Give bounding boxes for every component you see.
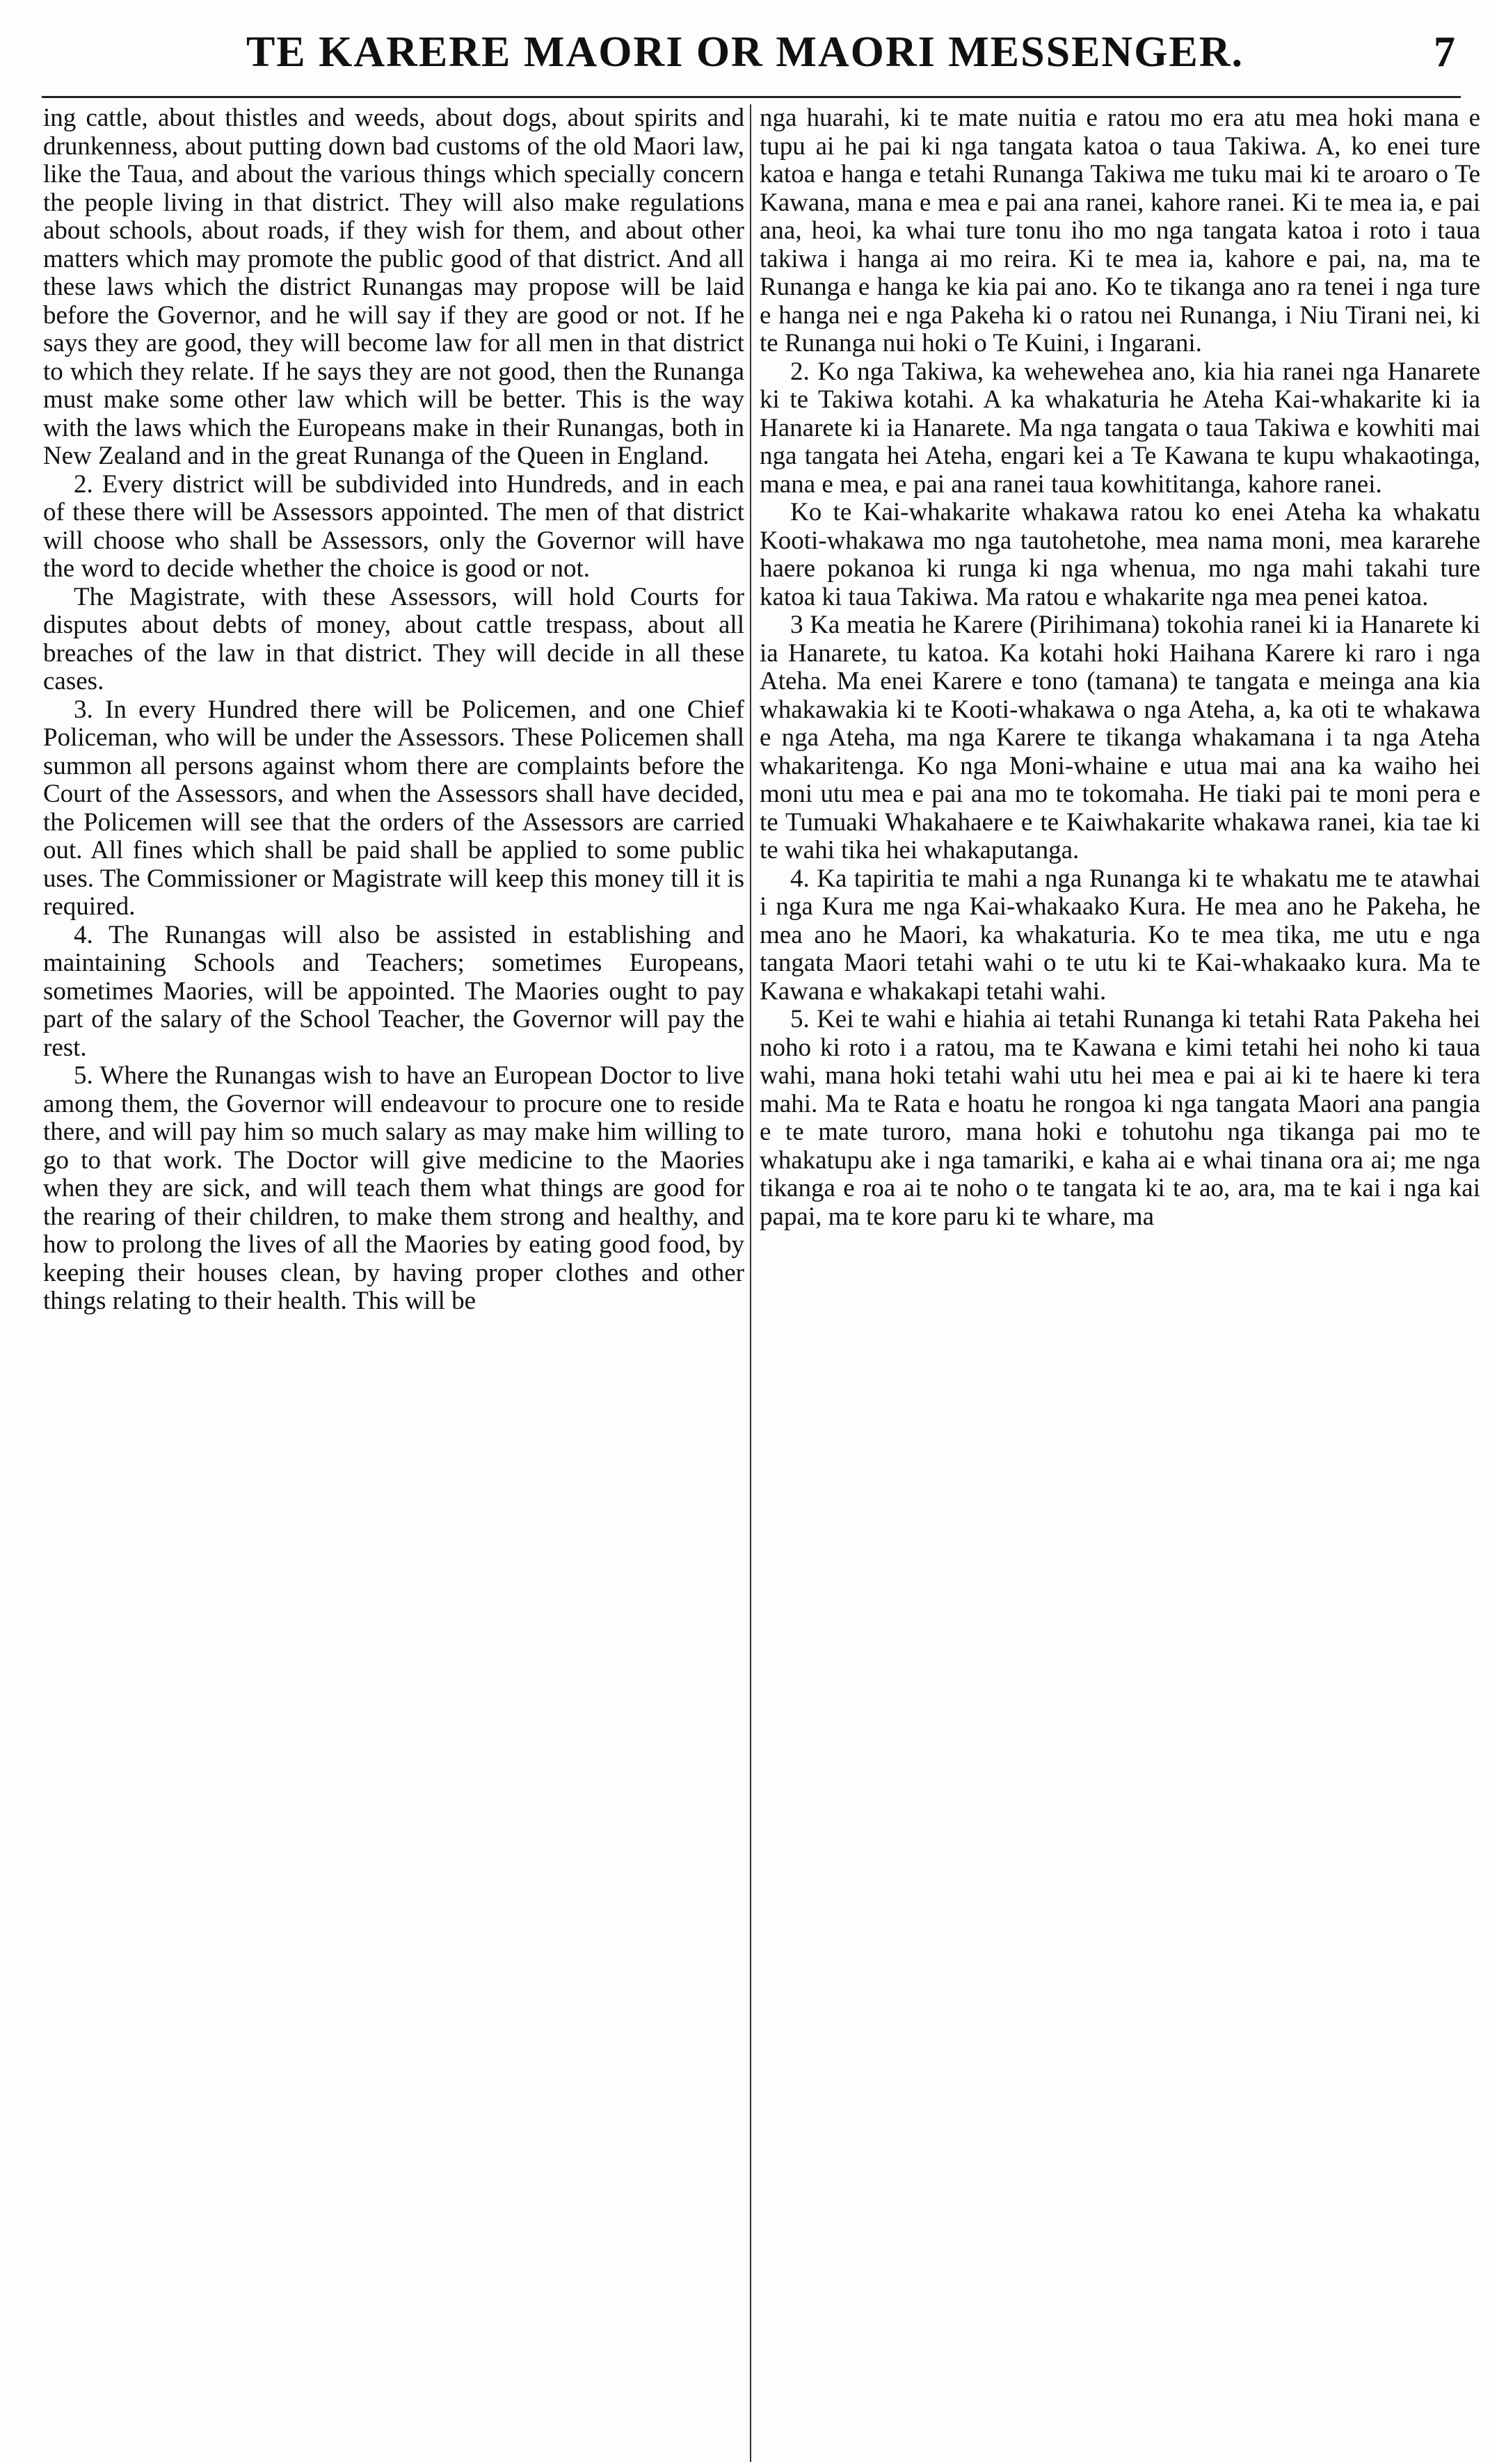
english-paragraph: The Magistrate, with these Assessors, will hold Courts for disputes about debts of money, about cattle trespass, about all breaches of the law in that district. They will decide in all these cases. bbox=[43, 582, 744, 695]
maori-paragraph: Ko te Kai-whakarite whakawa ratou ko enei Ateha ka whakatu Kooti-whakawa mo nga tautohetohe, mea nama moni, mea kararehe haere pokanoa ki runga ki nga whenua, mo nga mahi takahi ture katoa ki taua Takiwa. Ma ratou e whakarite nga mea penei katoa. bbox=[760, 498, 1480, 611]
maori-paragraph: 5. Kei te wahi e hiahia ai tetahi Runanga ki tetahi Rata Pakeha hei noho ki roto i a ratou, ma te Kawana e kimi tetahi hei noho ki taua wahi, mana hoki tetahi wahi utu hei mea e pai ai ki te haere ki tera mahi. Ma te Rata e hoatu he rongoa ki nga tangata Maori ana pangia e te mate turoro, mana hoki e tohutohu nga tikanga pai mo te whakatupu ake i nga tamariki, e kaha ai e whai tinana ora ai; me nga tikanga e roa ai te noho o te tangata ki te ao, ara, ma te kai i nga kai papai, ma te kore paru ki te whare, ma bbox=[760, 1005, 1480, 1231]
english-paragraph: 2. Every district will be subdivided into Hundreds, and in each of these there will be Assessors appointed. The men of that district will choose who shall be Assessors, only the Governor will have the word to decide whether the choice is good or not. bbox=[43, 469, 744, 583]
page-number: 7 bbox=[1434, 29, 1455, 76]
masthead bbox=[28, 28, 1462, 90]
english-paragraph: 4. The Runangas will also be assisted in establishing and maintaining Schools and Teachers; sometimes Europeans, sometimes Maories, will be appointed. The Maories ought to pay part of the salary of the School Teacher, the Governor will pay the rest. bbox=[43, 920, 744, 1062]
maori-paragraph: nga huarahi, ki te mate nuitia e ratou mo era atu mea hoki mana e tupu ai he pai ki nga tangata katoa o taua Takiwa. A, ko enei ture katoa e hanga e tetahi Runanga Takiwa me tuku mai ki te aroaro o Te Kawana, mana e mea e pai ana ranei, kahore ranei. Ki te mea ia, e pai ana, heoi, ka whai ture tonu iho mo nga tangata katoa i roto i taua takiwa i hanga ai mo reira. Ki te mea ia, kahore e pai, na, ma te Runanga e hanga ke kia pai ano. Ko te tikanga ano ra tenei i nga ture e hanga nei e nga Pakeha ki o ratou nei Runanga, i Niu Tirani nei, ki te Runanga nui hoki o Te Kuini, i Ingarani. bbox=[760, 104, 1480, 357]
english-paragraph: 5. Where the Runangas wish to have an European Doctor to live among them, the Governor will endeavour to procure one to reside there, and will pay him so much salary as may make him willing to go to that work. The Doctor will give medicine to the Maories when they are sick, and will teach them what things are good for the rearing of their children, to make them strong and healthy, and how to prolong the lives of all the Maories by eating good food, by keeping their houses clean, by having proper clothes and other things relating to their health. This will be bbox=[43, 1061, 744, 1315]
english-paragraph: 3. In every Hundred there will be Policemen, and one Chief Policeman, who will be under the Assessors. These Policemen shall summon all persons against whom there are complaints before the Court of the Assessors, and when the Assessors shall have decided, the Policemen will see that the orders of the Assessors are carried out. All fines which shall be paid shall be applied to some public uses. The Commissioner or Magistrate will keep this money till it is required. bbox=[43, 695, 744, 921]
header-rule bbox=[42, 96, 1461, 98]
column-divider bbox=[750, 104, 751, 2462]
english-paragraph: ing cattle, about thistles and weeds, about dogs, about spirits and drunkenness, about putting down bad customs of the old Maori law, like the Taua, and about the various things which specially concern the people living in that district. They will also make regulations about schools, about roads, if they wish for them, and about other matters which may promote the public good of that district. And all these laws which the district Runangas may propose will be laid before the Governor, and he will say if they are good or not. If he says they are good, they will become law for all men in that district to which they relate. If he says they are not good, then the Runanga must make some other law which will be better. This is the way with the laws which the Europeans make in their Runangas, both in New Zealand and in the great Runanga of the Queen in England. bbox=[43, 104, 744, 470]
maori-paragraph: 4. Ka tapiritia te mahi a nga Runanga ki te whakatu me te atawhai i nga Kura me nga Kai-whakaako Kura. He mea ano he Pakeha, he mea ano he Maori, ka whakaturia. Ko te mea tika, me utu e nga tangata Maori tetahi wahi o te utu ki te Kai-whakaako kura. Ma te Kawana e whakakapi tetahi wahi. bbox=[760, 864, 1480, 1006]
running-title: TE KARERE MAORI OR MAORI MESSENGER. bbox=[246, 29, 1244, 76]
english-column bbox=[43, 104, 744, 2448]
maori-paragraph: 2. Ko nga Takiwa, ka wehewehea ano, kia hia ranei nga Hanarete ki te Takiwa kotahi. A ka whakaturia he Ateha Kai-whakarite ki ia Hanarete ki ia Hanarete. Ma nga tangata o taua Takiwa e kowhiti mai nga tangata hei Ateha, engari kei a Te Kawana te kupu whakaotinga, mana e mea, e pai ana ranei taua kowhititanga, kahore ranei. bbox=[760, 357, 1480, 499]
maori-paragraph: 3 Ka meatia he Karere (Pirihimana) tokohia ranei ki ia Hanarete ki ia Hanarete, tu katoa. Ka kotahi hoki Haihana Karere ki raro i nga Ateha. Ma enei Karere e tono (tamana) te tangata e meinga ana kia whakawakia ki te Kooti-whakawa o nga Ateha, a, ka oti te whakawa e nga Ateha, ma nga Karere te tikanga whakamana i ta nga Ateha whakaritenga. Ko nga Moni-whaine e utua mai ana ka waiho hei moni utu mea e pai ana mo te tokomaha. He tiaki pai te moni pera e te Tumuaki Whakahaere e te Kaiwhakarite whakawa ranei, kia tae ki te wahi tika hei whakaputanga. bbox=[760, 611, 1480, 864]
maori-column bbox=[760, 104, 1480, 2448]
